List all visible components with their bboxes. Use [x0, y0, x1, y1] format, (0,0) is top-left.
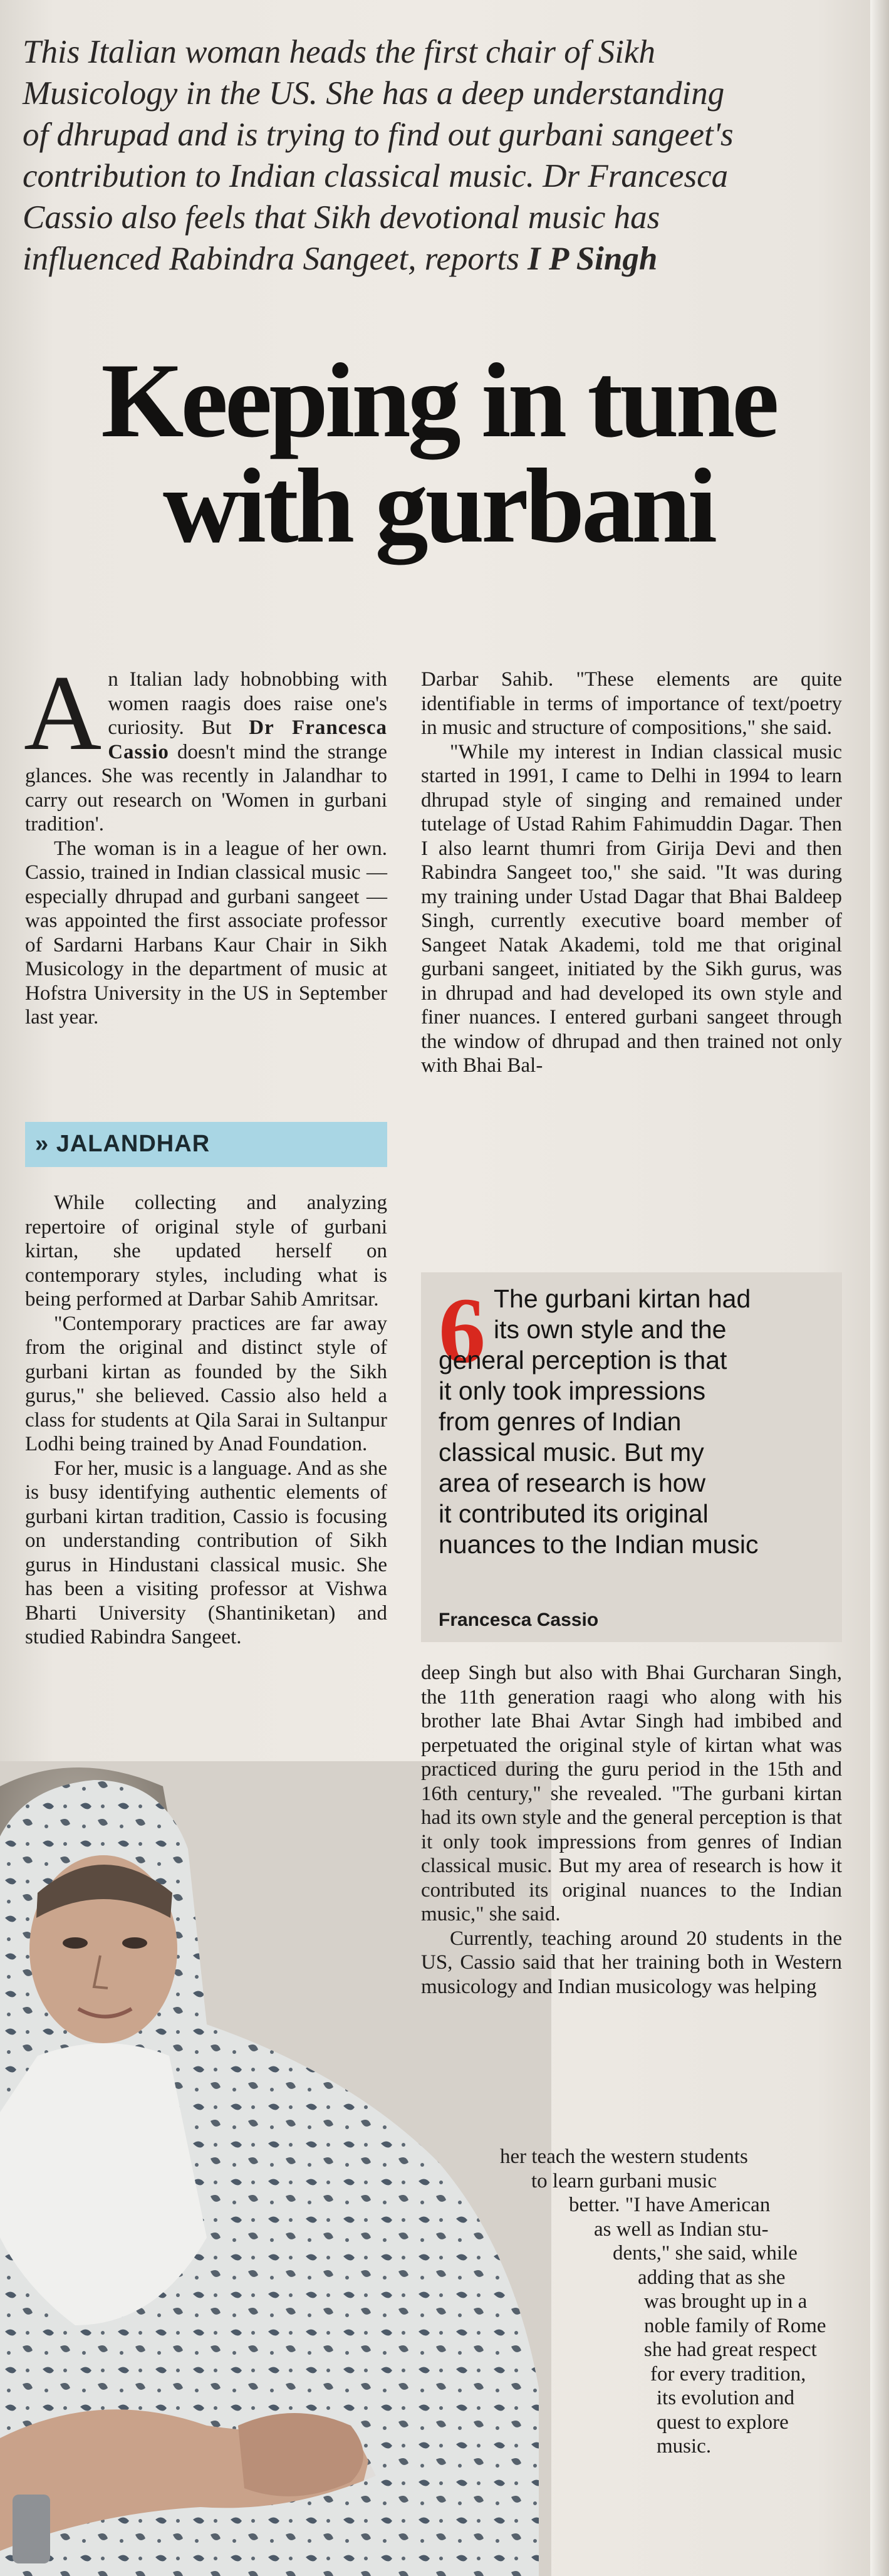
standfirst-line: Cassio also feels that Sikh devotional music has [23, 199, 660, 236]
subject-name: Dr Francesca Cassio [108, 716, 387, 763]
standfirst [23, 31, 831, 280]
quote-line: from genres of Indian [439, 1407, 682, 1436]
taper-line: for every tradition, [650, 2362, 806, 2385]
quote-line: classical music. But my [439, 1438, 704, 1467]
taper-line: better. "I have American [569, 2194, 771, 2216]
lead-paragraph [24, 654, 387, 837]
taper-line: music. [657, 2435, 712, 2458]
standfirst-line: of dhrupad and is trying to find out gurbani sangeet's [23, 117, 734, 153]
paragraph: Darbar Sahib. "These elements are quite identifiable in terms of importance of text/poetry in music and structure of compositions," she said. [421, 668, 842, 739]
right-column [421, 668, 842, 1078]
paragraph: The woman is in a league of her own. Cassio, trained in Indian classical music — especially dhrupad and gurbani sangeet — was appointed the first associate professor of Sardarni Harbans Kaur Chair in Sikh Musicology in the department of music at Hofstra University in the US in September last year. [25, 837, 387, 1029]
taper-line: she had great respect [644, 2338, 817, 2361]
taper-line: as well as Indian stu- [594, 2217, 769, 2241]
paragraph: "Contemporary practices are far away from the original and distinct style of gurbani kirtan as founded by the Sikh gurus," she believed. Cassio also held a class for students at Qila Sarai in Sultanpur Lodhi being trained by Anad Foundation. [25, 1312, 387, 1455]
quote-line: The gurbani kirtan had [494, 1284, 751, 1313]
quote-line: it contributed its original [439, 1499, 709, 1528]
quote-mark-icon: 6 [439, 1279, 486, 1383]
pull-quote-text [439, 1279, 833, 1560]
quote-line: its own style and the [494, 1315, 727, 1344]
quote-line: general perception is that [439, 1346, 727, 1374]
paragraph: While collecting and analyzing repertoire of original style of gurbani kirtan, she updated herself on contemporary styles, including what is being performed at Darbar Sahib Amritsar. [25, 1191, 387, 1311]
standfirst-line [23, 238, 831, 280]
taper-line: adding that as she [638, 2266, 786, 2289]
drop-cap: A [24, 654, 102, 773]
taper-line: her teach the western students [500, 2145, 748, 2168]
dateline-text: » JALANDHAR [35, 1131, 211, 1157]
taper-line: dents," she said, while [613, 2242, 798, 2264]
headline-line: Keeping in tune [101, 342, 776, 459]
paragraph: "While my interest in Indian classical music started in 1991, I came to Delhi in 1994 to learn dhrupad style of singing and remained under tutelage of Ustad Rahim Fahimuddin Dagar. Then I also learnt thumri from Girija Devi and then Rabindra Sangeet too," she said. "It was during my training under Ustad Dagar that Bhai Baldeep Singh, currently executive board member of Sangeet Natak Akademi, told me that original gurbani sangeet, initiated by the Sikh gurus, was in dhrupad and had developed its own style and finer nuances. I entered gurbani sangeet through the window of dhrupad and then trained not only with Bhai Bal- [421, 740, 842, 1077]
dateline-banner [25, 1122, 387, 1167]
byline: I P Singh [528, 241, 658, 277]
taper-line: quest to explore [657, 2411, 789, 2434]
right-column-continued [421, 1661, 842, 1999]
lead-text: n Italian lady hobnobbing with women raagis does raise one's curiosity. But [108, 668, 387, 739]
standfirst-line: contribution to Indian classical music. Dr Francesca [23, 158, 729, 194]
taper-line: its evolution and [657, 2387, 794, 2409]
bracelet [13, 2495, 50, 2563]
left-column-continued [25, 1191, 387, 1650]
paragraph: For her, music is a language. And as she is busy identifying authentic elements of gurbani kirtan tradition, Cassio is focusing on understanding contribution of Sikh gurus in Hindustani classical music. She has been a visiting professor at Vishwa Bharti University (Shantiniketan) and studied Rabindra Sangeet. [25, 1457, 387, 1648]
paragraph: Currently, teaching around 20 students in the US, Cassio said that her training both in Western musicology and Indian musicology was helping [421, 1927, 842, 1998]
quote-line: area of research is how [439, 1469, 706, 1497]
standfirst-line: This Italian woman heads the first chair of Sikh [23, 34, 655, 70]
quote-line: nuances to the Indian music [439, 1530, 759, 1559]
pull-quote [421, 1272, 842, 1642]
paragraph: deep Singh but also with Bhai Gurcharan Singh, the 11th generation raagi who along with his brother late Bhai Avtar Singh had imbibed and perpetuated the original style of kirtan what was practiced during the guru period in the 15th and 16th century," she revealed. "The gurbani kirtan had its own style and the general perception is that it only took impressions from genres of Indian classical music. But my area of research is how it contributed its original nuances to the Indian music," she said. [421, 1662, 842, 1925]
standfirst-line: Musicology in the US. She has a deep understanding [23, 75, 725, 112]
quote-line: it only took impressions [439, 1376, 706, 1405]
lead-text-rest: doesn't mind the strange glances. She was recently in Jalandhar to carry out research on 'Women in gurbani tradition'. [25, 740, 387, 835]
headline-line: with gurbani [163, 447, 714, 565]
left-column [24, 654, 387, 1030]
taper-line: noble family of Rome [644, 2314, 826, 2337]
headline [0, 342, 877, 565]
taper-line: was brought up in a [644, 2290, 808, 2313]
tapering-text [421, 2145, 842, 2459]
standfirst-text: influenced Rabindra Sangeet, reports [23, 241, 519, 277]
hand [238, 2413, 363, 2496]
taper-line: to learn gurbani music [531, 2169, 717, 2192]
quote-attribution: Francesca Cassio [439, 1610, 599, 1630]
